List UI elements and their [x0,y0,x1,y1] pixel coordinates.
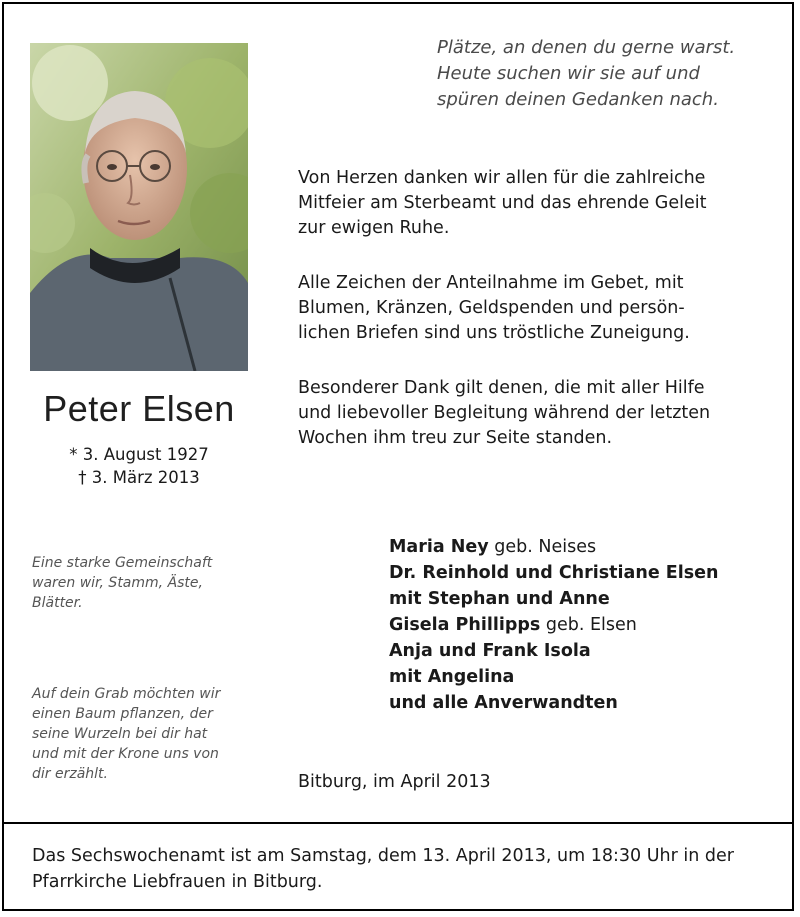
text-line: lichen Briefen sind uns tröstliche Zuneigung. [298,323,690,343]
family-member-name: mit Angelina [389,667,515,687]
family-member [389,690,779,716]
family-member-note: geb. Neises [488,537,597,557]
quote-line: einen Baum pflanzen, der [32,706,213,722]
family-signatures [389,534,779,716]
text-line: Wochen ihm treu zur Seite standen. [298,428,613,448]
notice-line: Das Sechswochenamt ist am Samstag, dem 13. April 2013, um 18:30 Uhr in der [32,846,734,866]
deceased-name: Peter Elsen [43,388,235,429]
family-member [389,612,779,638]
quote-line: Blätter. [32,595,83,611]
quote-line: seine Wurzeln bei dir hat [32,726,208,742]
notice-line: Pfarrkirche Liebfrauen in Bitburg. [32,872,323,892]
thanks-paragraph-3 [298,376,768,451]
text-line: Von Herzen danken wir allen für die zahlreiche [298,168,706,188]
place-and-date: Bitburg, im April 2013 [298,772,491,792]
motto-line: Plätze, an denen du gerne warst. [437,37,736,58]
family-member [389,638,779,664]
birth-date: * 3. August 1927 [69,445,209,464]
text-line: Alle Zeichen der Anteilnahme im Gebet, mit [298,273,684,293]
motto-line: Heute suchen wir sie auf und [437,63,700,84]
divider [2,822,794,824]
family-member-name: mit Stephan und Anne [389,589,610,609]
portrait-illustration [30,43,248,371]
life-dates [30,443,248,489]
motto-line: spüren deinen Gedanken nach. [437,89,719,110]
family-member-name: und alle Anverwandten [389,693,618,713]
quote-line: Eine starke Gemeinschaft [32,555,213,571]
quote-line: dir erzählt. [32,766,108,782]
text-line: Besonderer Dank gilt denen, die mit aller Hilfe [298,378,705,398]
family-member [389,534,779,560]
death-date: † 3. März 2013 [78,468,200,487]
side-quote-community [32,553,252,613]
family-member [389,664,779,690]
motto-verse [437,35,777,113]
text-line: Blumen, Kränzen, Geldspenden und persön- [298,298,685,318]
portrait-photo [30,43,248,371]
family-member-name: Gisela Phillipps [389,615,541,635]
service-notice [32,843,782,895]
text-line: Mitfeier am Sterbeamt und das ehrende Geleit [298,193,707,213]
thanks-paragraph-1 [298,166,768,241]
thanks-paragraph-2 [298,271,768,346]
family-member-name: Dr. Reinhold und Christiane Elsen [389,563,719,583]
family-member [389,560,779,586]
quote-line: und mit der Krone uns von [32,746,219,762]
family-member [389,586,779,612]
family-member-name: Anja und Frank Isola [389,641,591,661]
quote-line: Auf dein Grab möchten wir [32,686,221,702]
side-quote-tree [32,684,252,784]
quote-line: waren wir, Stamm, Äste, [32,575,203,591]
family-member-name: Maria Ney [389,537,489,557]
text-line: zur ewigen Ruhe. [298,218,450,238]
family-member-note: geb. Elsen [540,615,637,635]
text-line: und liebevoller Begleitung während der letzten [298,403,711,423]
